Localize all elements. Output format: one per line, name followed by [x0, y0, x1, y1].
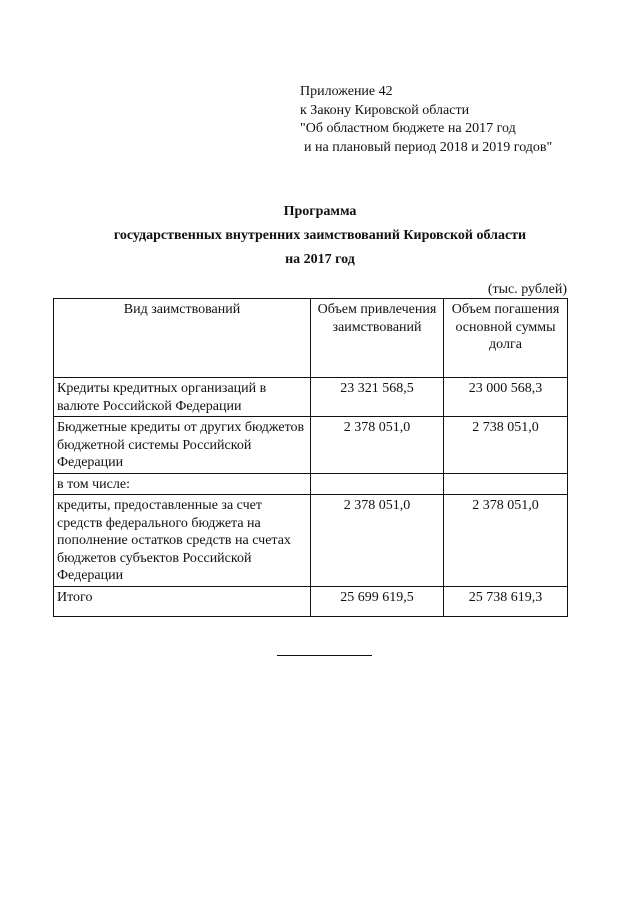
appendix-law-title-line2: и на плановый период 2018 и 2019 годов"	[304, 139, 553, 155]
header-borrowing-type: Вид заимствований	[54, 299, 311, 378]
title-line-subject: государственных внутренних заимствований Кировской области	[113, 228, 527, 243]
appendix-law-reference: к Закону Кировской области	[300, 102, 470, 118]
units-label: (тыс. рублей)	[487, 282, 567, 297]
row-repayment: 2 738 051,0	[444, 417, 568, 474]
table-row	[54, 495, 568, 587]
row-attraction: 2 378 051,0	[311, 417, 444, 474]
row-type: в том числе:	[54, 473, 311, 495]
table-header-row	[54, 299, 568, 378]
document-title	[0, 200, 640, 272]
row-type: кредиты, предоставленные за счет средств федерального бюджета на пополнение остатков средств на счетах бюджетов субъектов Российской Федерации	[54, 495, 311, 587]
row-repayment: 25 738 619,3	[444, 586, 568, 617]
row-attraction: 23 321 568,5	[311, 378, 444, 417]
row-type: Бюджетные кредиты от других бюджетов бюджетной системы Российской Федерации	[54, 417, 311, 474]
table-row	[54, 473, 568, 495]
row-attraction: 2 378 051,0	[311, 495, 444, 587]
table-row	[54, 417, 568, 474]
table-row	[54, 378, 568, 417]
row-repayment: 23 000 568,3	[444, 378, 568, 417]
header-attraction-volume: Объем привлечения заимствований	[311, 299, 444, 378]
closing-divider-line	[277, 655, 372, 656]
title-line-year: на 2017 год	[285, 252, 355, 267]
title-line-program: Программа	[283, 204, 357, 219]
row-type: Итого	[54, 586, 311, 617]
row-attraction	[311, 473, 444, 495]
row-repayment: 2 378 051,0	[444, 495, 568, 587]
appendix-number: Приложение 42	[300, 84, 393, 99]
row-repayment	[444, 473, 568, 495]
row-type: Кредиты кредитных организаций в валюте Российской Федерации	[54, 378, 311, 417]
table-row-total	[54, 586, 568, 617]
appendix-header	[300, 83, 620, 157]
header-repayment-volume: Объем погашения основной суммы долга	[444, 299, 568, 378]
borrowings-table	[53, 298, 568, 617]
row-attraction: 25 699 619,5	[311, 586, 444, 617]
appendix-law-title-line1: "Об областном бюджете на 2017 год	[300, 121, 516, 136]
